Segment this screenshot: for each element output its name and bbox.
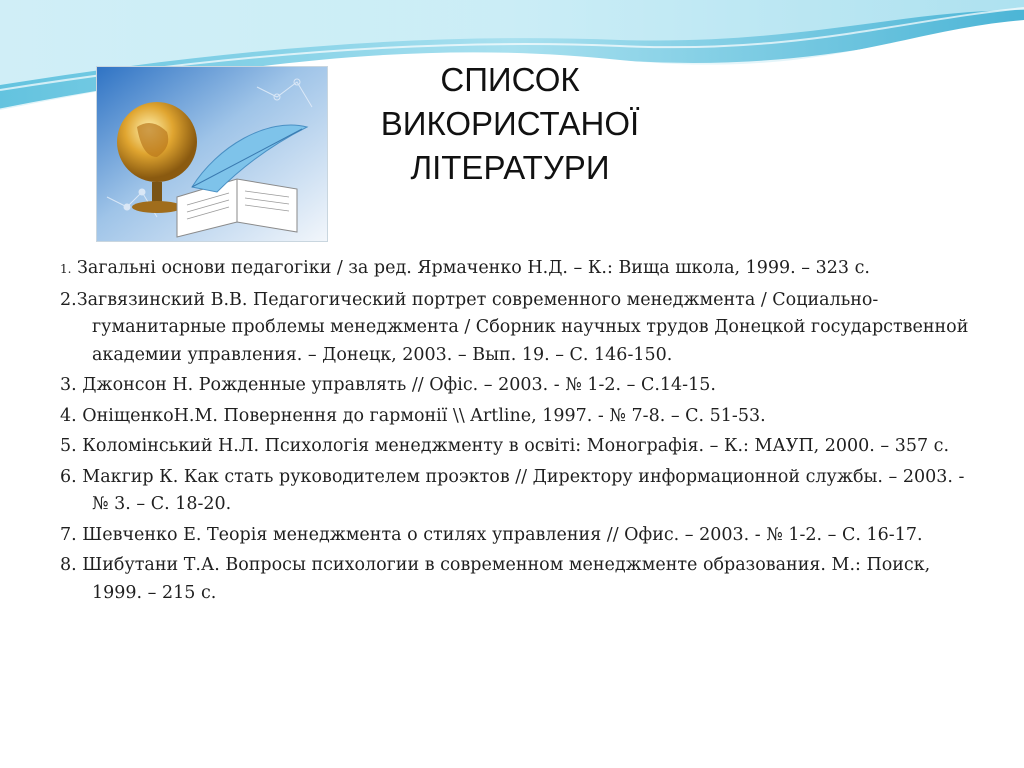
- reference-item: [60, 433, 970, 461]
- reference-list: [60, 255, 970, 610]
- reference-text: Коломінський Н.Л. Психологія менеджменту в освіті: Монографія. – К.: МАУП, 2000. – 357 с.: [82, 436, 950, 456]
- reference-text: Шибутани Т.А. Вопросы психологии в современном менеджменте образования. М.: Поиск, 1999. – 215 с.: [82, 555, 931, 603]
- reference-number: 8.: [60, 555, 77, 575]
- page-title: [360, 58, 660, 190]
- reference-item: [60, 372, 970, 400]
- reference-item: [60, 522, 970, 550]
- reference-number: 2.: [60, 289, 77, 310]
- reference-text: Шевченко Е. Теорія менеджмента о стилях управления // Офис. – 2003. - № 1-2. – С. 16-17.: [82, 524, 923, 545]
- title-line-1: СПИСОК: [440, 61, 580, 98]
- reference-item: [60, 287, 970, 370]
- reference-number: 4.: [60, 405, 77, 426]
- reference-text: Джонсон Н. Рожденные управлять // Офіс. – 2003. - № 1-2. – С.14-15.: [82, 375, 716, 395]
- reference-number: 3.: [60, 375, 77, 395]
- reference-text: ОніщенкоН.М. Повернення до гармонії \\ Artline, 1997. - № 7-8. – С. 51-53.: [82, 405, 766, 426]
- title-line-3: ЛІТЕРАТУРИ: [410, 149, 610, 186]
- reference-text: Загальні основи педагогіки / за ред. Ярмаченко Н.Д. – К.: Вища школа, 1999. – 323 с.: [77, 258, 870, 278]
- reference-text: Макгир К. Как стать руководителем проэктов // Директору информационной службы. – 2003. - № 3. – С. 18-20.: [82, 466, 965, 514]
- reference-item: [60, 403, 970, 431]
- reference-number: 1.: [60, 262, 72, 276]
- reference-text: Загвязинский В.В. Педагогический портрет современного менеджмента / Социально-гуманитарные проблемы менеджмента / Сборник научных трудов Донецкой государственной академии управления. – Донецк, 2003. – Вып. 19. – С. 146-150.: [76, 289, 969, 365]
- reference-number: 6.: [60, 466, 77, 487]
- reference-item: [60, 552, 970, 607]
- title-line-2: ВИКОРИСТАНОЇ: [380, 105, 640, 142]
- globe-book-feather-illustration: [96, 66, 328, 242]
- reference-item: [60, 464, 970, 519]
- reference-number: 7.: [60, 524, 77, 545]
- reference-number: 5.: [60, 436, 77, 456]
- reference-item: [60, 255, 970, 284]
